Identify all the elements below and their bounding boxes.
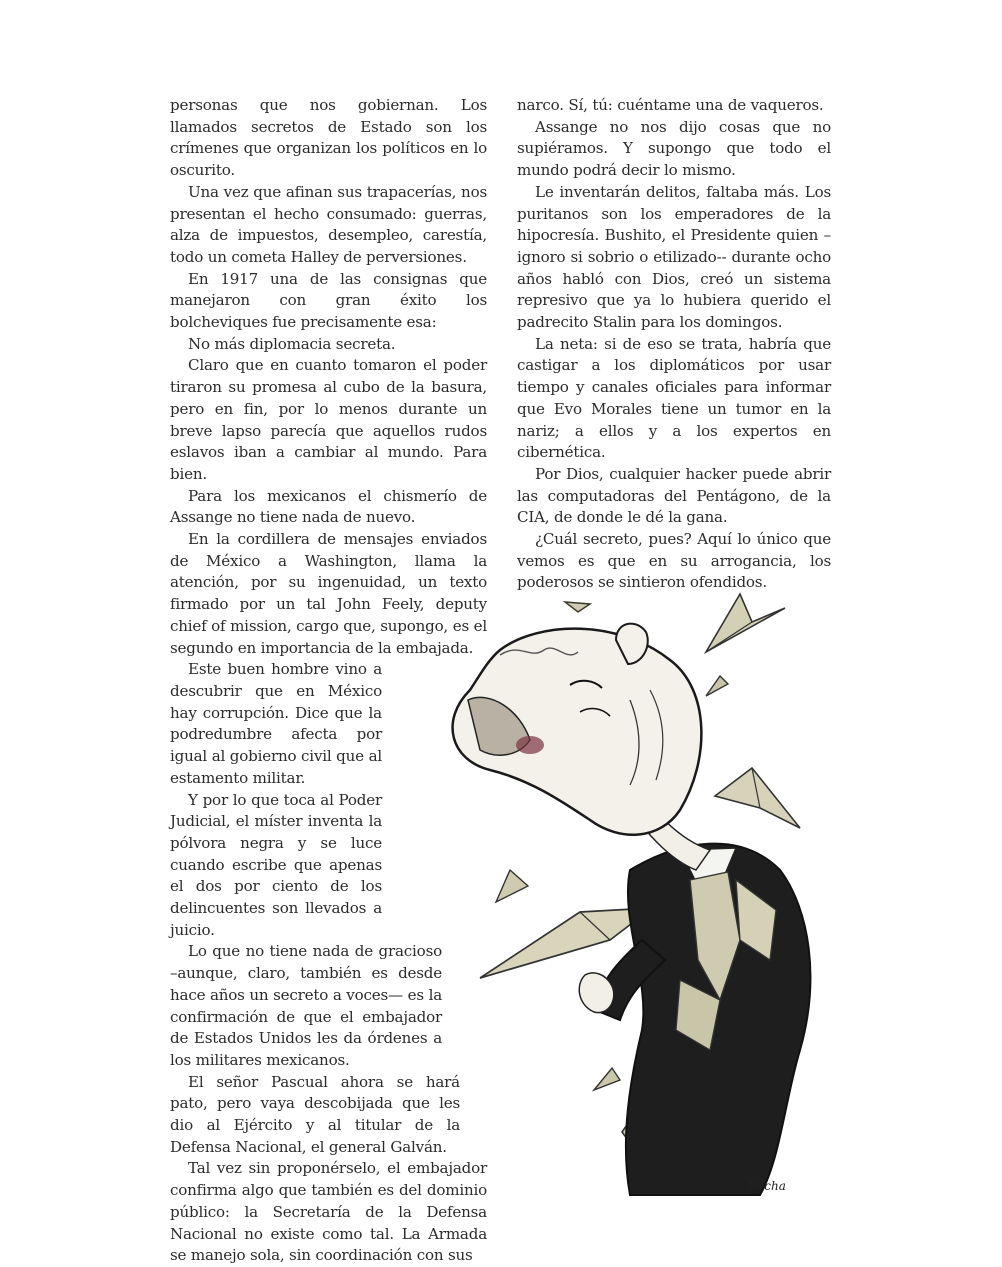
paper-airplane-icon — [565, 602, 590, 612]
paper-airplane-icon — [715, 768, 800, 828]
paragraph: ¿Cuál secreto, pues? Aquí lo único que vemos es que en su arrogancia, los poderosos se sintieron ofendidos. — [517, 530, 831, 592]
paragraph: Para los mexicanos el chismerío de Assange no tiene nada de nuevo. — [170, 486, 487, 527]
paragraph: narco. Sí, tú: cuéntame una de vaqueros. — [517, 96, 824, 114]
paragraph: Le inventarán delitos, faltaba más. Los puritanos son los emperadores de la hipocresía. Bushito, el Presidente quien –ignoro si sobrio o etilizado-- durante ocho años habló con Dios, creó un sistema represivo que ya lo hubiera querido el padrecito Stalin para los domingos. — [517, 182, 831, 332]
paper-airplane-icon — [706, 676, 728, 696]
caricature-illustration — [380, 580, 1002, 1195]
paragraph: Claro que en cuanto tomaron el poder tiraron su promesa al cubo de la basura, pero en fin, por lo menos durante un breve lapso parecía que aquellos rudos eslavos iban a cambiar al mundo. Para bien. — [170, 356, 487, 483]
paper-airplane-icon — [706, 594, 785, 652]
paragraph: Este buen hombre vino a descubrir que en México hay corrupción. Dice que la podredumbre afecta por igual al gobierno civil que al estamento militar. — [170, 660, 382, 787]
right-text-column — [517, 95, 831, 594]
paragraph: Y por lo que toca al Poder Judicial, el míster inventa la pólvora negra y se luce cuando escribe que apenas el dos por ciento de los delincuentes son llevados a juicio. — [170, 790, 382, 939]
paragraph: No más diplomacia secreta. — [188, 334, 396, 353]
paragraph: Tal vez sin proponérselo, el embajador confirma algo que también es del dominio público: la Secretaría de la Defensa Nacional no existe como tal. La Armada se manejo sola, sin coordinación con sus — [170, 1159, 487, 1265]
paragraph: Por Dios, cualquier hacker puede abrir las computadoras del Pentágono, de la CIA, de donde le dé la gana. — [517, 464, 831, 527]
paper-airplane-icon — [496, 870, 528, 902]
caricature-figure — [453, 624, 811, 1195]
paragraph: La neta: si de eso se trata, habría que castigar a los diplomáticos por usar tiempo y canales oficiales para informar que Evo Morales tiene un tumor en la nariz; a ellos y a los expertos en cibernética. — [517, 334, 831, 462]
paragraph: En 1917 una de las consignas que manejaron con gran éxito los bolcheviques fue precisamente esa: — [170, 269, 487, 332]
paragraph: El señor Pascual ahora se hará pato, pero vaya descobijada que les dio al Ejército y al titular de la Defensa Nacional, el general Galván. — [170, 1072, 460, 1156]
paragraph: personas que nos gobiernan. Los llamados secretos de Estado son los crímenes que organizan los políticos en lo oscurito. — [170, 96, 487, 180]
paper-airplane-icon — [594, 1068, 620, 1090]
paragraph: En la cordillera de mensajes enviados de México a Washington, llama la atención, por su ingenuidad, un texto firmado por un tal John Feely, deputy chief of mission, cargo que, supongo, es el segundo en importancia de la embajada. — [170, 530, 487, 657]
paragraph: Una vez que afinan sus trapacerías, nos presentan el hecho consumado: guerras, alza de impuestos, desempleo, carestía, todo un cometa Halley de perversiones. — [170, 182, 487, 266]
artist-signature: Rocha — [748, 1179, 786, 1193]
paragraph: Assange no nos dijo cosas que no supiéramos. Y supongo que todo el mundo podrá decir lo mismo. — [517, 117, 831, 180]
paragraph: Lo que no tiene nada de gracioso –aunque, claro, también es desde hace años un secreto a voces— es la confirmación de que el embajador de Estados Unidos les da órdenes a los militares mexicanos. — [170, 942, 442, 1069]
